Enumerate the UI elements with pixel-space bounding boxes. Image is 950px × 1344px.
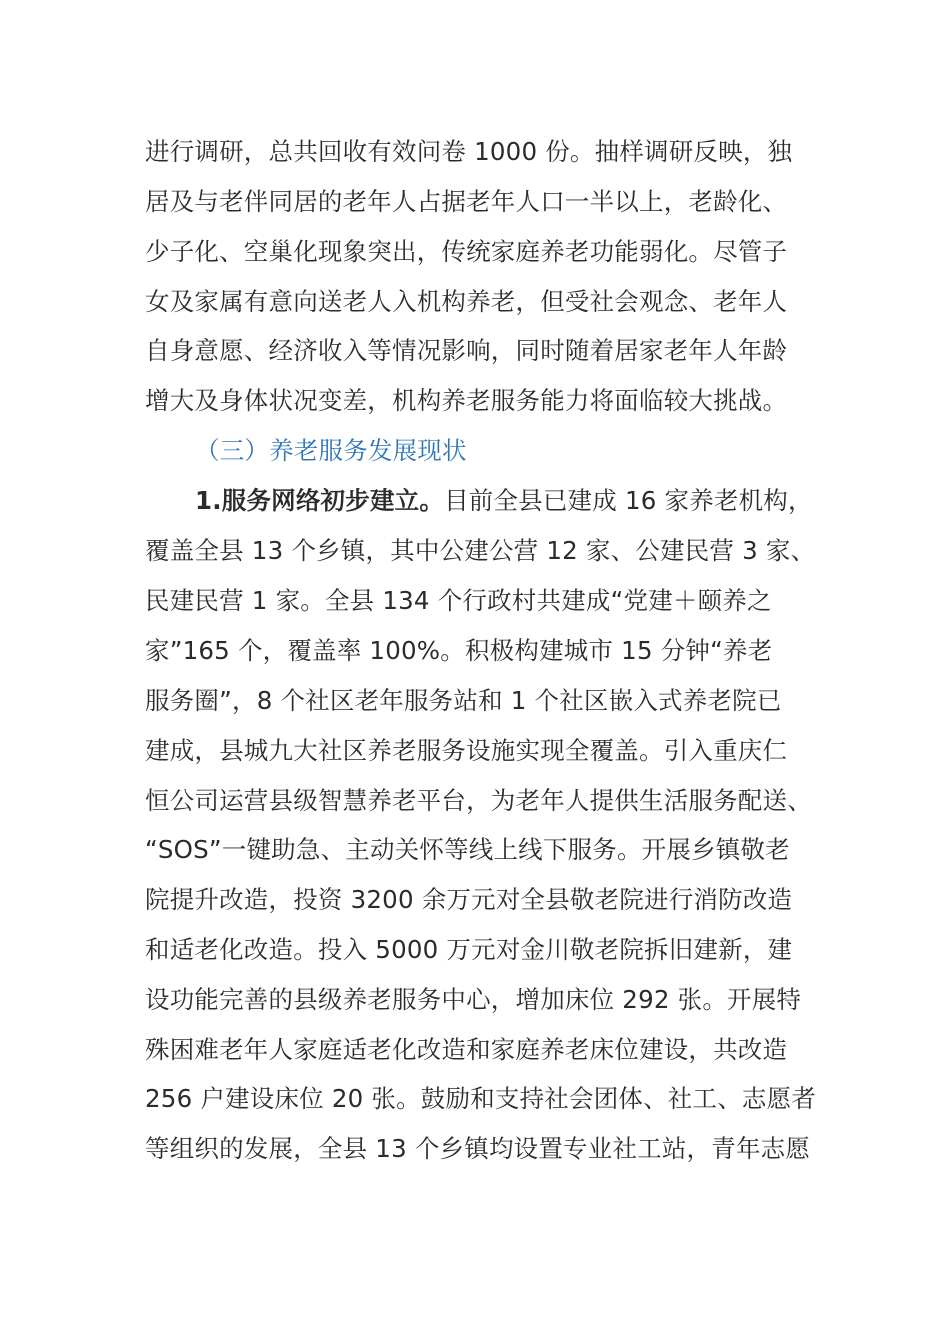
paragraph-line: 服务圈”，8 个社区老年服务站和 1 个社区嵌入式养老院已 [145, 686, 782, 715]
paragraph-line: 进行调研，总共回收有效问卷 1000 份。抽样调研反映，独 [145, 137, 793, 166]
paragraph-line: 恒公司运营县级智慧养老平台，为老年人提供生活服务配送、 [145, 786, 812, 815]
paragraph-line: 设功能完善的县级养老服务中心，增加床位 292 张。开展特 [145, 985, 802, 1014]
section-heading: （三）养老服务发展现状 [195, 436, 467, 465]
paragraph-line: 256 户建设床位 20 张。鼓励和支持社会团体、社工、志愿者 [145, 1084, 816, 1113]
paragraph-line: 院提升改造，投资 3200 余万元对全县敬老院进行消防改造 [145, 885, 793, 914]
paragraph-line: 覆盖全县 13 个乡镇，其中公建公营 12 家、公建民营 3 家、 [145, 536, 816, 565]
paragraph-line: 建成，县城九大社区养老服务设施实现全覆盖。引入重庆仁 [145, 736, 788, 765]
paragraph-lead: 1.服务网络初步建立。 [195, 486, 445, 515]
paragraph-line: 增大及身体状况变差，机构养老服务能力将面临较大挑战。 [145, 386, 788, 415]
paragraph-text: 目前全县已建成 16 家养老机构， [444, 486, 813, 515]
paragraph-line: “SOS”一键助急、主动关怀等线上线下服务。开展乡镇敬老 [145, 835, 790, 864]
paragraph-line: 民建民营 1 家。全县 134 个行政村共建成“党建＋颐养之 [145, 586, 772, 615]
paragraph-line: 居及与老伴同居的老年人占据老年人口一半以上，老龄化、 [145, 187, 788, 216]
paragraph-line: 和适老化改造。投入 5000 万元对金川敬老院拆旧建新，建 [145, 935, 793, 964]
paragraph-line: 等组织的发展，全县 13 个乡镇均设置专业社工站，青年志愿 [145, 1134, 811, 1163]
paragraph-line: 自身意愿、经济收入等情况影响，同时随着居家老年人年龄 [145, 336, 788, 365]
paragraph-line: 女及家属有意向送老人入机构养老，但受社会观念、老年人 [145, 287, 788, 316]
paragraph-line: 家”165 个，覆盖率 100%。积极构建城市 15 分钟“养老 [145, 636, 773, 665]
paragraph-line: 少子化、空巢化现象突出，传统家庭养老功能弱化。尽管子 [145, 237, 788, 266]
paragraph-line: 殊困难老年人家庭适老化改造和家庭养老床位建设，共改造 [145, 1035, 788, 1064]
paragraph-first-line [195, 486, 875, 516]
